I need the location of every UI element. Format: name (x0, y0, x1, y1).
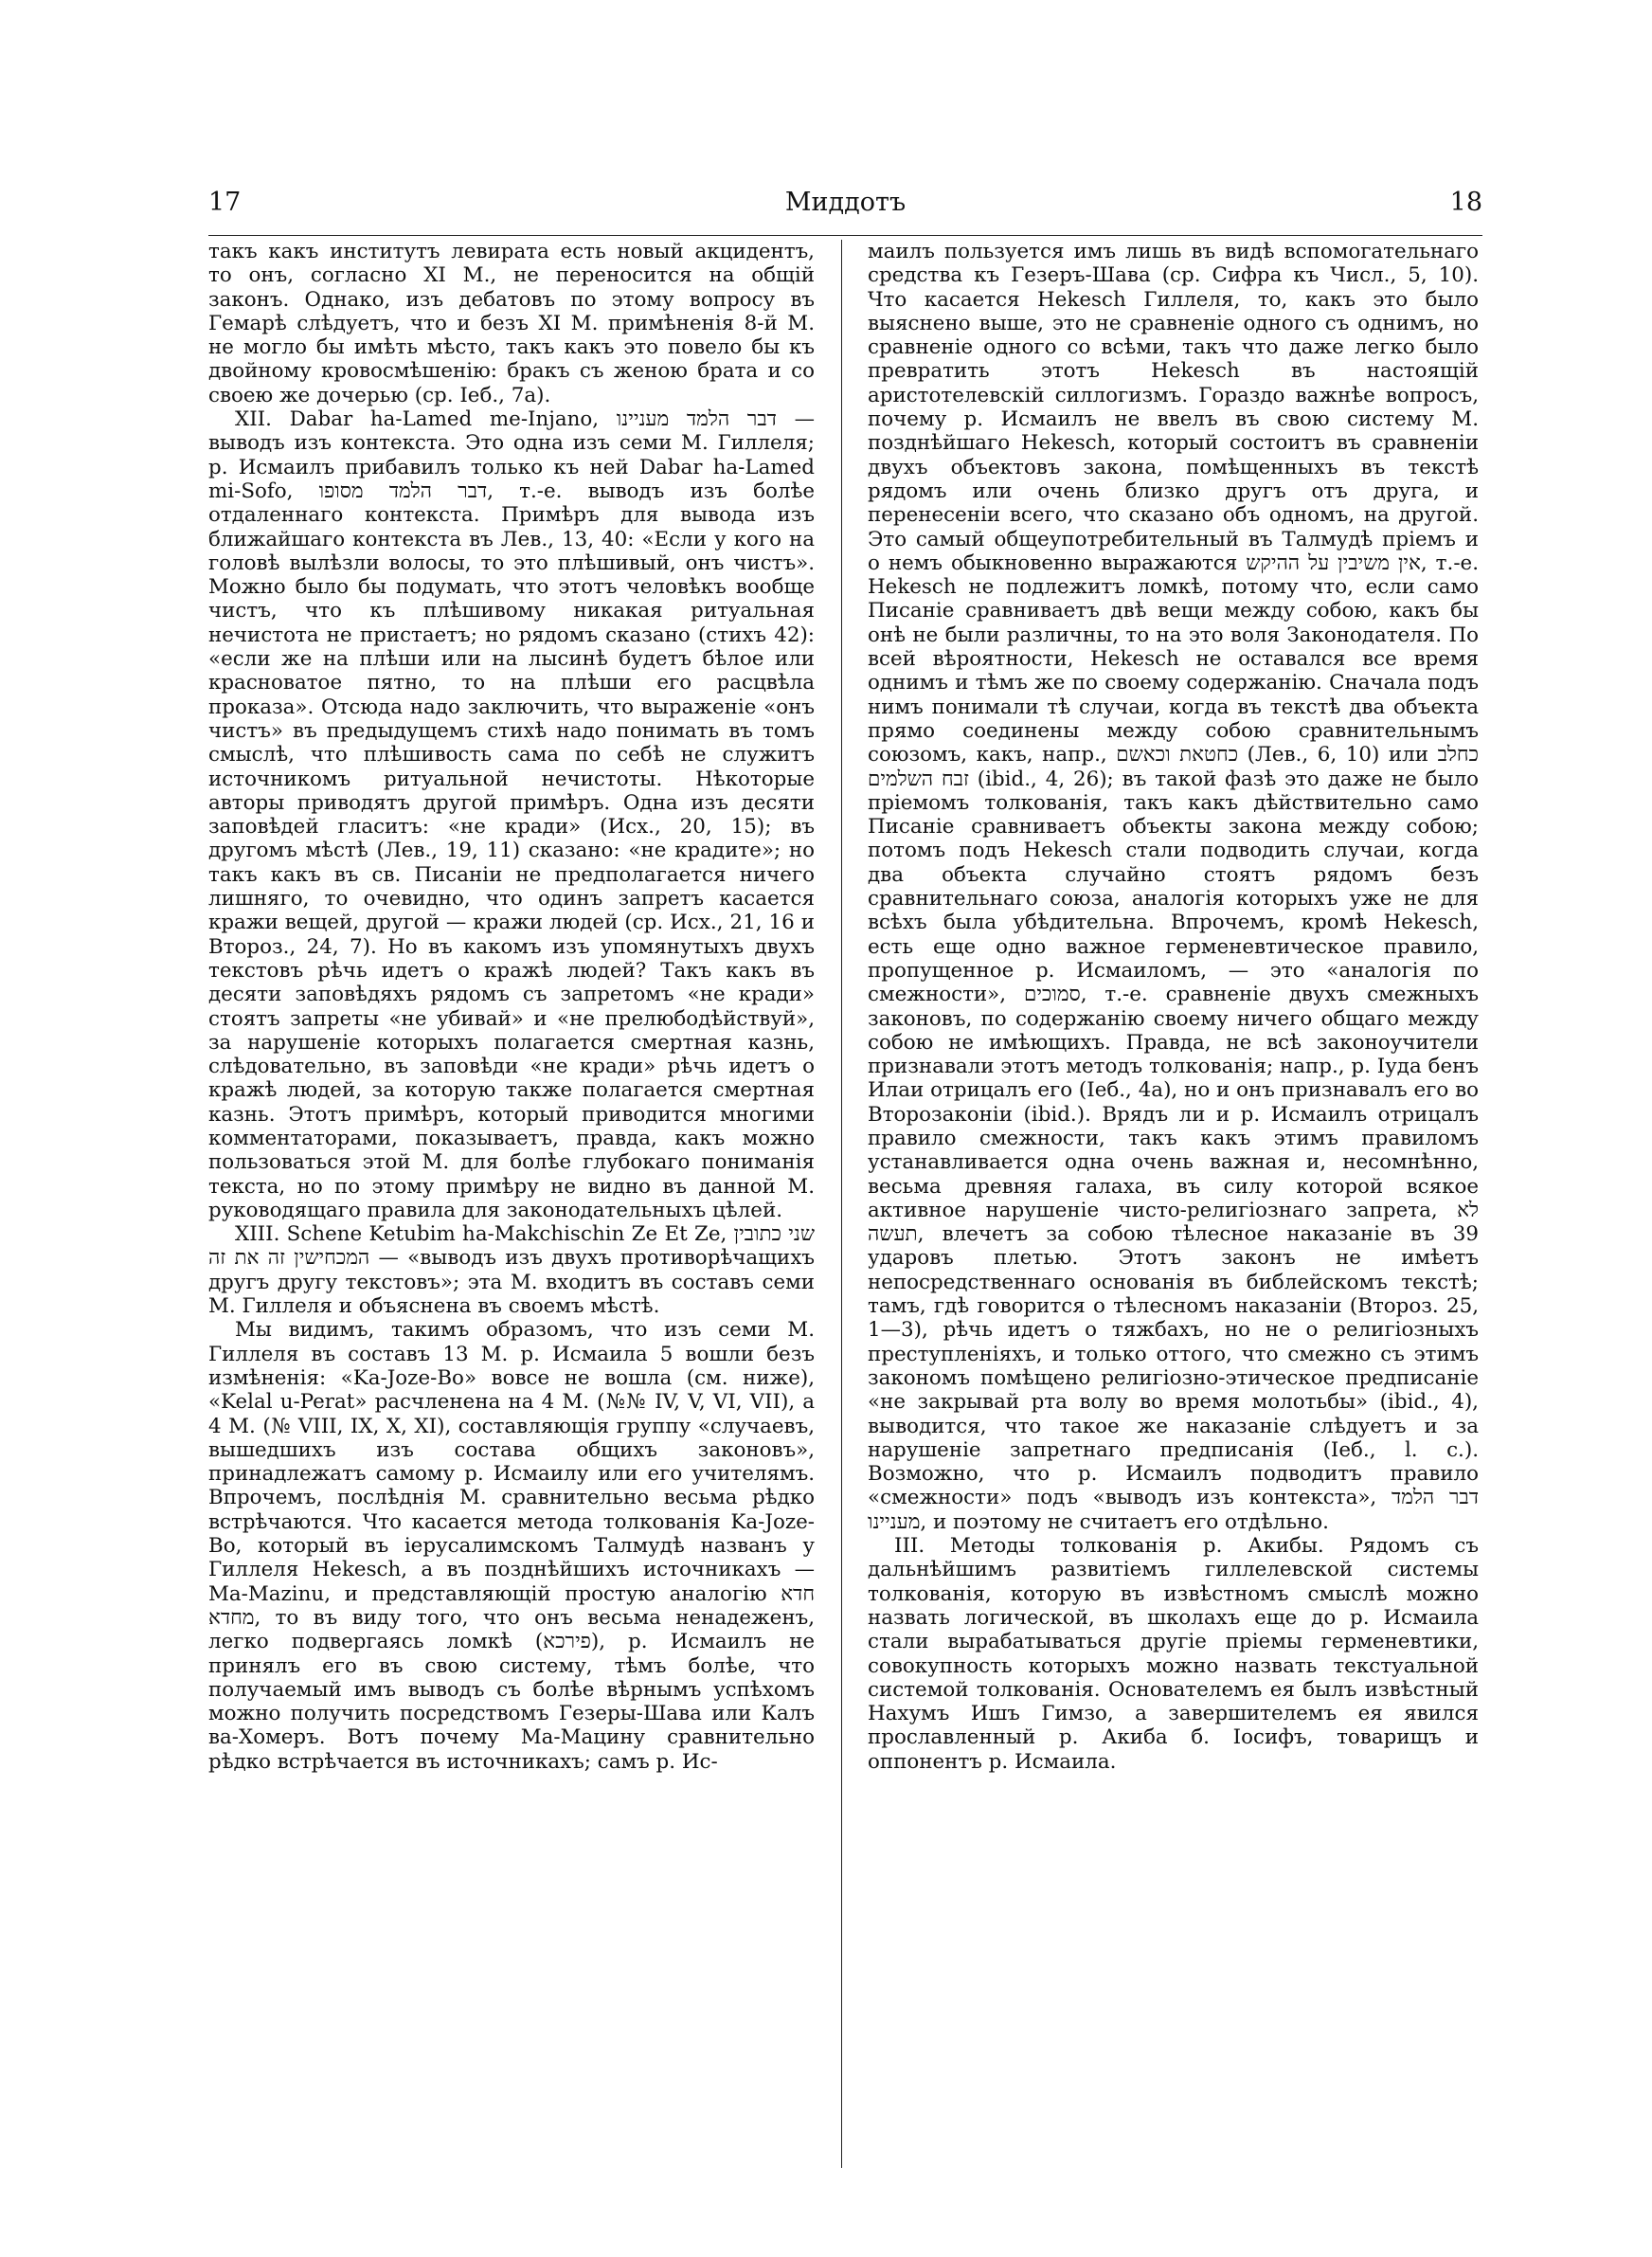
paragraph: XIII. Schene Ketubim ha-Makchischin Ze Et Ze, שני כתובין המכחישין זה את זה — «выводъ изъ двухъ противорѣчащихъ другъ другу текстовъ»; эта М. входитъ въ составъ семи М. Гиллеля и объяснена въ своемъ мѣстѣ. (208, 1222, 815, 1319)
paragraph: XII. Dabar ha-Lamed me-Injano, דבר הלמד מעניינו — выводъ изъ контекста. Это одна изъ семи М. Гиллеля; р. Исмаилъ прибавилъ только къ ней Dabar ha-Lamed mi-Sofo, דבר הלמד מסופו, т.-е. выводъ изъ болѣе отдаленнаго контекста. Примѣръ для вывода изъ ближайшаго контекста въ Лев., 13, 40: «Если у кого на головѣ вылѣзли волосы, то это плѣшивый, онъ чистъ». Можно было бы подумать, что этотъ человѣкъ вообще чистъ, что къ плѣшивому никакая ритуальная нечистота не пристаетъ; но рядомъ сказано (стихъ 42): «если же на плѣши или на лысинѣ будетъ бѣлое или красноватое пятно, то на плѣши его расцвѣла проказа». Отсюда надо заключить, что выраженіе «онъ чистъ» въ предыдущемъ стихѣ надо понимать въ томъ смыслѣ, что плѣшивость сама по себѣ не служитъ источникомъ ритуальной нечистоты. Нѣкоторые авторы приводятъ другой примѣръ. Одна изъ десяти заповѣдей гласитъ: «не кради» (Исх., 20, 15); въ другомъ мѣстѣ (Лев., 19, 11) сказано: «не крадите»; но такъ какъ въ св. Писаніи не предполагается ничего лишняго, то очевидно, что одинъ запретъ касается кражи вещей, другой — кражи людей (ср. Исх., 21, 16 и Второз., 24, 7). Но въ какомъ изъ упомянутыхъ двухъ текстовъ рѣчь идетъ о кражѣ людей? Такъ какъ въ десяти заповѣдяхъ рядомъ съ запретомъ «не кради» стоятъ запреты «не убивай» и «не прелюбодѣйствуй», за нарушеніе которыхъ полагается смертная казнь, слѣдовательно, въ заповѣди «не кради» рѣчь идетъ о кражѣ людей, за которую также полагается смертная казнь. Этотъ примѣръ, который приводится многими комментаторами, показываетъ, правда, какъ можно пользоваться этой М. для болѣе глубокаго пониманія текста, но по этому примѣру не видно въ данной М. руководящаго правила для законодательныхъ цѣлей. (208, 407, 815, 1222)
page-number-left: 17 (208, 188, 242, 217)
page-header (208, 188, 1482, 226)
header-rule (208, 235, 1482, 236)
column-divider (841, 240, 842, 2168)
right-column (868, 240, 1479, 2154)
paragraph: такъ какъ институтъ левирата есть новый акцидентъ, то онъ, согласно XI М., не переносится на общій законъ. Однако, изъ дебатовъ по этому вопросу въ Гемарѣ слѣдуетъ, что и безъ XI М. примѣненія 8-й М. не могло бы имѣть мѣсто, такъ какъ это повело бы къ двойному кровосмѣшенію: бракъ съ женою брата и со своею же дочерью (ср. Іеб., 7а). (208, 240, 815, 407)
left-column (208, 240, 815, 2154)
paragraph: Мы видимъ, такимъ образомъ, что изъ семи М. Гиллеля въ составъ 13 М. р. Исмаила 5 вошли безъ измѣненія: «Ka-Joze-Bo» вовсе не вошла (см. ниже), «Kelal u-Perat» расчленена на 4 М. (№№ IV, V, VI, VII), а 4 М. (№ VIII, IX, X, XI), составляющія группу «случаевъ, вышедшихъ изъ состава общихъ законовъ», принадлежатъ самому р. Исмаилу или его учителямъ. Впрочемъ, послѣднія М. сравнительно весьма рѣдко встрѣчаются. Что касается метода толкованія Ka-Joze-Bo, который въ іерусалимскомъ Талмудѣ названъ у Гиллеля Hekesch, а въ позднѣйшихъ источникахъ — Ma-Mazinu, и представляющій простую аналогію חדא מחדא, то въ виду того, что онъ весьма ненадеженъ, легко подвергаясь ломкѣ (פירכא), р. Исмаилъ не принялъ его въ свою систему, тѣмъ болѣе, что получаемый имъ выводъ съ болѣе вѣрнымъ успѣхомъ можно получить посредствомъ Гезеры-Шава или Калъ ва-Хомеръ. Вотъ почему Ма-Мацину сравнительно рѣдко встрѣчается въ источникахъ; самъ р. Ис- (208, 1318, 815, 1774)
paragraph: маилъ пользуется имъ лишь въ видѣ вспомогательнаго средства къ Гезеръ-Шава (ср. Сифра къ Числ., 5, 10). Что касается Hekesch Гиллеля, то, какъ это было выяснено выше, это не сравненіе одного съ однимъ, но сравненіе одного со всѣми, такъ что даже легко было превратить этотъ Hekesch въ настоящій аристотелевскій силлогизмъ. Гораздо важнѣе вопросъ, почему р. Исмаилъ не ввелъ въ свою систему М. позднѣйшаго Hekesch, который состоитъ въ сравненіи двухъ объектовъ закона, помѣщенныхъ въ текстѣ рядомъ или очень близко другъ отъ друга, и перенесеніи всего, что сказано объ одномъ, на другой. Это самый общеупотребительный въ Талмудѣ пріемъ и о немъ обыкновенно выражаются אין משיבין על ההיקש, т.-е. Hekesch не подлежитъ ломкѣ, потому что, если само Писаніе сравниваетъ двѣ вещи между собою, какъ бы онѣ не были различны, то на это воля Законодателя. По всей вѣроятности, Hekesch не оставался все время однимъ и тѣмъ же по своему содержанію. Сначала подъ нимъ понимали тѣ случаи, когда въ текстѣ два объекта прямо соединены между собою сравнительнымъ союзомъ, какъ, напр., כחטאת וכאשם (Лев., 6, 10) или כחלב זבח השלמים (ibid., 4, 26); въ такой фазѣ это даже не было пріемомъ толкованія, такъ какъ дѣйствительно само Писаніе сравниваетъ объекты закона между собою; потомъ подъ Hekesch стали подводить случаи, когда два объекта случайно стоятъ рядомъ безъ сравнительнаго союза, аналогія которыхъ уже не для всѣхъ была убѣдительна. Впрочемъ, кромѣ Hekesch, есть еще одно важное герменевтическое правило, пропущенное р. Исмаиломъ, — это «аналогія по смежности», סמוכים, т.-е. сравненіе двухъ смежныхъ законовъ, по содержанію своему ничего общаго между собою не имѣющихъ. Правда, не всѣ законоучители признавали этотъ методъ толкованія; напр., р. Іуда бенъ Илаи отрицалъ его (Іеб., 4а), но и онъ признавалъ его во Второзаконіи (ibid.). Врядъ ли и р. Исмаилъ отрицалъ правило смежности, такъ какъ этимъ правиломъ устанавливается одна очень важная и, несомнѣнно, весьма древняя галаха, въ силу которой всякое активное нарушеніе чисто-религіознаго запрета, לא תעשה, влечетъ за собою тѣлесное наказаніе въ 39 ударовъ плетью. Этотъ законъ не имѣетъ непосредственнаго основанія въ библейскомъ текстѣ; тамъ, гдѣ говорится о тѣлесномъ наказаніи (Второз. 25, 1—3), рѣчь идетъ о тяжбахъ, но не о религіозныхъ преступленіяхъ, и только оттого, что смежно съ этимъ закономъ помѣщено религіозно-этическое предписаніе «не закрывай рта волу во время молотьбы» (ibid., 4), выводится, что такое же наказаніе слѣдуетъ и за нарушеніе запретнаго предписанія (Іеб., l. c.). Возможно, что р. Исмаилъ подводитъ правило «смежности» подъ «выводъ изъ контекста», דבר הלמד מעניינו, и поэтому не считаетъ его отдѣльно. (868, 240, 1479, 1534)
page-number-right: 18 (1449, 188, 1482, 217)
running-title: Миддотъ (784, 188, 907, 217)
paragraph: III. Методы толкованія р. Акибы. Рядомъ съ дальнѣйшимъ развитіемъ гиллелевской системы толкованія, которую въ извѣстномъ смыслѣ можно назвать логической, въ школахъ еще до р. Исмаила стали вырабатываться другіе пріемы герменевтики, совокупность которыхъ можно назвать текстуальной системой толкованія. Основателемъ ея былъ извѣстный Нахумъ Ишъ Гимзо, а завершителемъ ея явился прославленный р. Акиба б. Іосифъ, товарищъ и оппонентъ р. Исмаила. (868, 1534, 1479, 1774)
